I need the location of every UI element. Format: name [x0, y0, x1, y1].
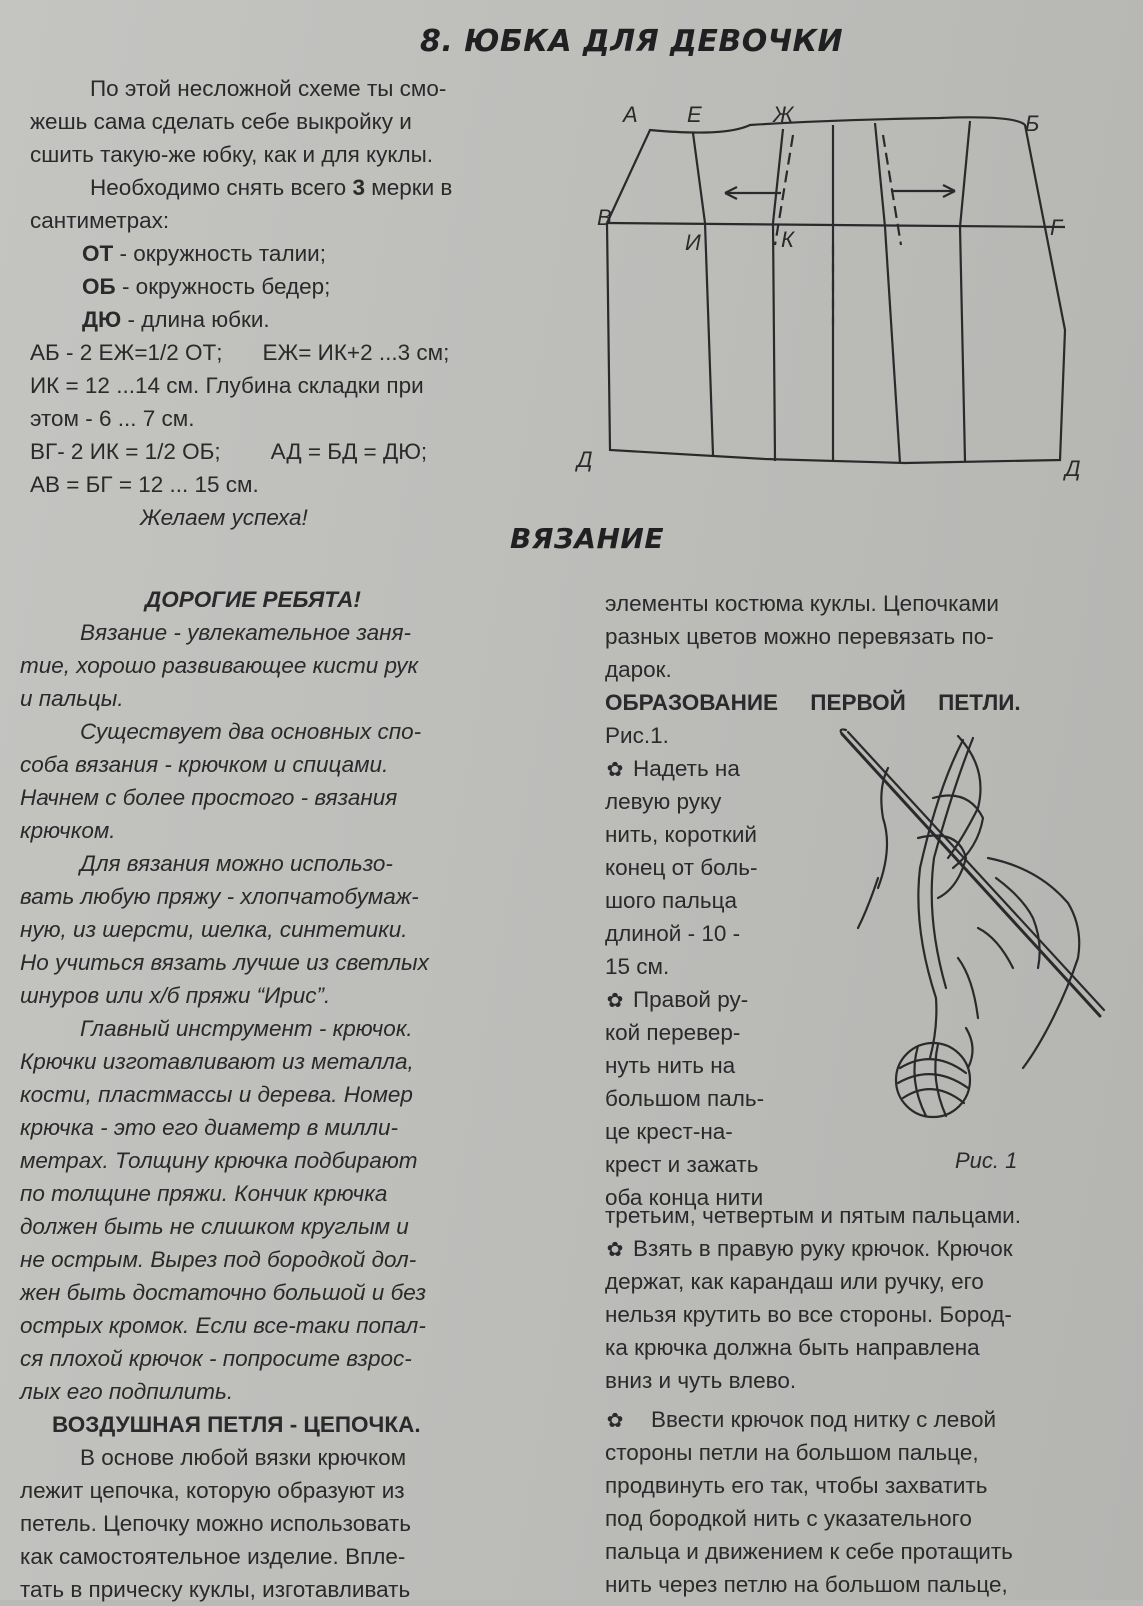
formula-line: этом - 6 ... 7 см. [30, 406, 195, 431]
skirt-pattern-diagram [575, 95, 1105, 495]
step-line: ✿ Правой ру- [605, 983, 805, 1016]
text-line: соба вязания - крючком и спицами. [20, 752, 389, 777]
flower-bullet-icon: ✿ [606, 1239, 624, 1261]
step-line: большом паль- [605, 1086, 765, 1111]
formula-line: ИК = 12 ...14 см. Глубина складки при [30, 373, 424, 398]
text-line: метрах. Толщину крючка подбирают [20, 1148, 418, 1173]
greeting-heading: ДОРОГИЕ РЕБЯТА! [145, 587, 361, 612]
steps-narrow [605, 752, 805, 1214]
text-line: тие, хорошо развивающее кисти рук [20, 653, 419, 678]
text-line: крючка - это его диаметр в милли- [20, 1115, 398, 1140]
text-line: как самостоятельное изделие. Впле- [20, 1544, 406, 1569]
text-line: крючком. [20, 818, 116, 843]
step-line: левую руку [605, 789, 722, 814]
label-zh: Ж [773, 102, 794, 127]
step-line: оба конца нити [605, 1185, 764, 1210]
skirt-title: 8. ЮБКА ДЛЯ ДЕВОЧКИ [420, 24, 844, 59]
step-line: продвинуть его так, чтобы захватить [605, 1473, 988, 1498]
step-line: нельзя крутить во все стороны. Бород- [605, 1302, 1012, 1327]
step-line: длиной - 10 - [605, 921, 741, 946]
text-line: ся плохой крючок - попросите взрос- [20, 1346, 412, 1371]
figure-1-illustration [838, 728, 1118, 1128]
knitting-title: ВЯЗАНИЕ [510, 522, 664, 555]
text-line: и пальцы. [20, 686, 124, 711]
text-line: должен быть не слишком круглым и [20, 1214, 409, 1239]
label-a: А [623, 102, 638, 127]
step-line: ✿ Ввести крючок под нитку с левой [605, 1403, 1115, 1436]
figure-1-caption: Рис. 1 [955, 1148, 1018, 1173]
step-line: стороны петли на большом пальце, [605, 1440, 979, 1465]
text-line: По этой несложной схеме ты смо- [90, 76, 447, 101]
formula-line: ВГ- 2 ИК = 1/2 ОБ; АД = БД = ДЮ; [30, 439, 428, 464]
text-line: не острым. Вырез под бородкой дол- [20, 1247, 417, 1272]
measure-item: ДЮ - длина юбки. [82, 307, 270, 332]
step-line: нить, короткий [605, 822, 757, 847]
text-line: Вязание - увлекательное заня- [80, 620, 412, 645]
text-line: элементы костюма куклы. Цепочками [605, 591, 1000, 616]
wish-text: Желаем успеха! [140, 505, 308, 530]
text-line: Существует два основных спо- [80, 719, 422, 744]
skirt-text-block [30, 72, 550, 534]
step-line: це крест-на- [605, 1119, 733, 1144]
label-e: Е [687, 102, 702, 127]
step-line: кой перевер- [605, 1020, 741, 1045]
label-v: В [597, 205, 612, 230]
text-line: кости, пластмассы и дерева. Номер [20, 1082, 413, 1107]
step-line: конец от боль- [605, 855, 758, 880]
text-line: сшить такую-же юбку, как и для куклы. [30, 142, 434, 167]
text-line: вать любую пряжу - хлопчатобумаж- [20, 884, 419, 909]
text-line: Но учиться вязать лучше из светлых [20, 950, 429, 975]
formula-line: АБ - 2 ЕЖ=1/2 ОТ; ЕЖ= ИК+2 ...3 см; [30, 340, 450, 365]
flower-bullet-icon: ✿ [606, 990, 624, 1012]
step-line: нить через петлю на большом пальце, [605, 1572, 1008, 1597]
text-line: ную, из шерсти, шелка, синтетики. [20, 917, 408, 942]
skirt-outline [607, 117, 1065, 463]
step-line: вниз и чуть влево. [605, 1368, 797, 1393]
text-line: Главный инструмент - крючок. [80, 1016, 413, 1041]
label-b: Б [1025, 111, 1040, 136]
loop-heading: ОБРАЗОВАНИЕ ПЕРВОЙ ПЕТЛИ. [605, 690, 1021, 715]
text-line: Крючки изготавливают из металла, [20, 1049, 414, 1074]
step-line: шого пальца [605, 888, 737, 913]
figure-reference: Рис.1. [605, 723, 669, 748]
text-line: жешь сама сделать себе выкройку и [30, 109, 412, 134]
step-line: под бородкой нить с указательного [605, 1506, 972, 1531]
text-line: сантиметрах: [30, 208, 170, 233]
step-line: 15 см. [605, 954, 670, 979]
text-line: разных цветов можно перевязать по- [605, 624, 994, 649]
flower-bullet-icon: ✿ [606, 759, 624, 781]
formula-line: АВ = БГ = 12 ... 15 см. [30, 472, 259, 497]
text-line: дарок. [605, 657, 672, 682]
step-line: нуть нить на [605, 1053, 736, 1078]
text-line: В основе любой вязки крючком [80, 1445, 407, 1470]
step-line: пальца и движением к себе протащить [605, 1539, 1013, 1564]
step-line: третьим, четвертым и пятым пальцами. [605, 1203, 1021, 1228]
step-line: ка крючка должна быть направлена [605, 1335, 980, 1360]
text-line: лых его подпилить. [20, 1379, 234, 1404]
label-g: Г [1050, 215, 1062, 240]
step-line: крест и зажать [605, 1152, 759, 1177]
label-d-left: Д [577, 447, 593, 472]
chain-heading: ВОЗДУШНАЯ ПЕТЛЯ - ЦЕПОЧКА. [52, 1412, 421, 1437]
text-line: жен быть достаточно большой и без [20, 1280, 426, 1305]
text-line: Для вязания можно использо- [80, 851, 393, 876]
text-line: петель. Цепочку можно использовать [20, 1511, 411, 1536]
flower-bullet-icon: ✿ [606, 1410, 624, 1432]
label-i: И [685, 230, 701, 255]
step-line: держат, как карандаш или ручку, его [605, 1269, 984, 1294]
text-line: острых кромок. Если все-таки попал- [20, 1313, 426, 1338]
text-line: Начнем с более простого - вязания [20, 785, 398, 810]
text-line: шнуров или х/б пряжи “Ирис”. [20, 983, 331, 1008]
text-line: лежит цепочка, которую образуют из [20, 1478, 405, 1503]
knitting-column-1 [20, 583, 542, 1606]
text-line: по толщине пряжи. Кончик крючка [20, 1181, 388, 1206]
text-line: тать в прическу куклы, изготавливать [20, 1577, 411, 1602]
step-line: ✿ Надеть на [605, 752, 805, 785]
steps-wide [605, 1199, 1115, 1601]
label-d-right: Д [1065, 456, 1081, 481]
text-line: Необходимо снять всего 3 мерки в [90, 175, 453, 200]
step-line: ✿ Взять в правую руку крючок. Крючок [605, 1232, 1115, 1265]
measure-item: ОТ - окружность талии; [82, 241, 326, 266]
label-k: К [781, 227, 794, 252]
measure-item: ОБ - окружность бедер; [82, 274, 331, 299]
